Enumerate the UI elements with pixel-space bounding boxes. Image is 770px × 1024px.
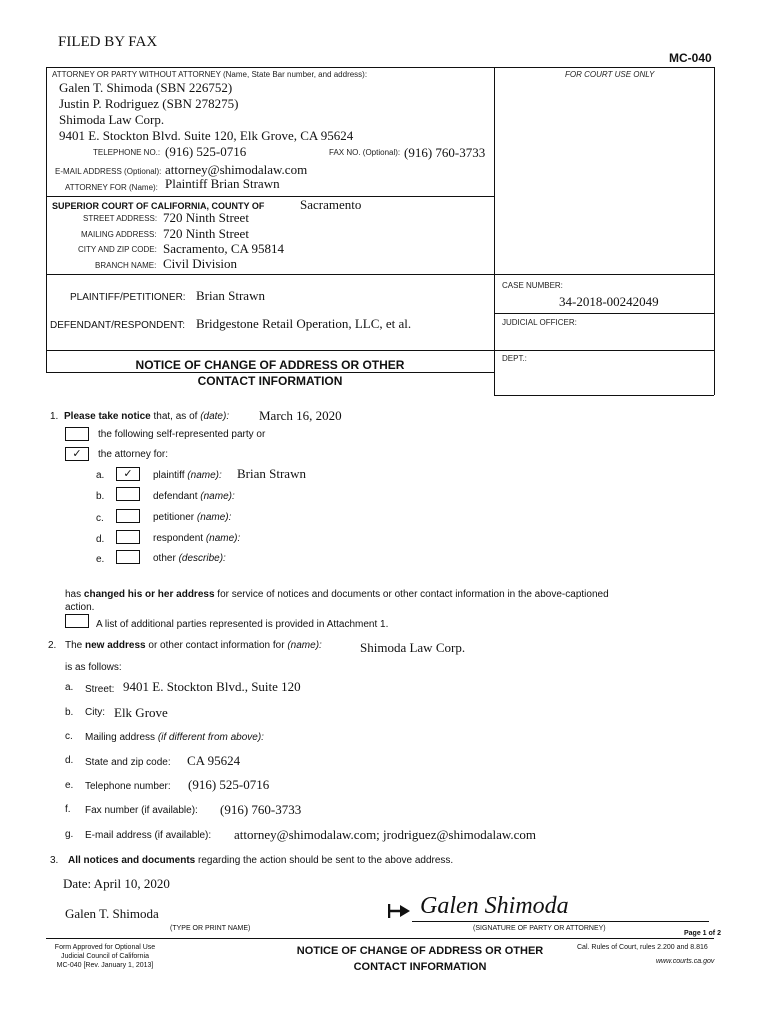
item1-c-letter: c. bbox=[96, 513, 104, 524]
other-checkbox[interactable] bbox=[116, 550, 140, 564]
arrow-icon bbox=[388, 900, 412, 920]
court-city-field[interactable]: Sacramento, CA 95814 bbox=[163, 241, 284, 256]
email-field[interactable]: attorney@shimodalaw.com bbox=[165, 162, 308, 177]
item1-date-label: (date): bbox=[200, 411, 230, 422]
printed-name-field[interactable]: Galen T. Shimoda bbox=[65, 906, 159, 921]
item2-number: 2. bbox=[48, 640, 57, 651]
respondent-option bbox=[153, 533, 240, 544]
item3-text bbox=[68, 855, 453, 866]
type-print-name-label: (TYPE OR PRINT NAME) bbox=[170, 925, 251, 932]
defendant-label: DEFENDANT/RESPONDENT: bbox=[50, 320, 186, 331]
item1-e-letter: e. bbox=[96, 554, 105, 565]
changed-line-2: action. bbox=[65, 602, 95, 613]
email-label: E-MAIL ADDRESS (Optional): bbox=[55, 167, 162, 176]
state-zip-field[interactable]: CA 95624 bbox=[187, 753, 241, 768]
footer-left bbox=[50, 943, 160, 970]
court-mailing-field[interactable]: 720 Ninth Street bbox=[163, 226, 249, 241]
plaintiff-option-hint: (name): bbox=[187, 470, 222, 481]
petitioner-option-hint: (name): bbox=[196, 512, 232, 523]
changed-pre: has bbox=[65, 589, 84, 600]
self-represented-label: the following self-represented party or bbox=[98, 429, 266, 440]
plaintiff-option-label: plaintiff bbox=[153, 470, 185, 481]
item1-a-letter: a. bbox=[96, 470, 105, 481]
mailing-label-2-text: Mailing address bbox=[85, 732, 158, 743]
footer-left-3: MC-040 [Rev. January 1, 2013] bbox=[56, 962, 154, 969]
notice-date-field[interactable]: March 16, 2020 bbox=[259, 408, 342, 423]
item2-e-letter: e. bbox=[65, 780, 74, 791]
item2-rest: or other contact information for bbox=[145, 640, 288, 651]
as-follows-label: is as follows: bbox=[65, 662, 122, 673]
court-street-field[interactable]: 720 Ninth Street bbox=[163, 210, 249, 225]
item1-b-letter: b. bbox=[96, 491, 105, 502]
item3-rest: regarding the action should be sent to the above address. bbox=[195, 855, 454, 866]
item2-f-letter: f. bbox=[65, 804, 71, 815]
new-city-field[interactable]: Elk Grove bbox=[114, 705, 168, 720]
case-number-field[interactable]: 34-2018-00242049 bbox=[559, 294, 659, 309]
respondent-option-label: respondent bbox=[153, 533, 204, 544]
item2-d-letter: d. bbox=[65, 755, 74, 766]
telephone-number-label: Telephone number: bbox=[85, 781, 171, 792]
respondent-option-hint: (name): bbox=[205, 533, 241, 544]
attorney-for-label: ATTORNEY FOR (Name): bbox=[65, 183, 158, 192]
item2-g-letter: g. bbox=[65, 829, 74, 840]
dept-label: DEPT.: bbox=[502, 354, 527, 363]
new-street-field[interactable]: 9401 E. Stockton Blvd., Suite 120 bbox=[123, 679, 301, 694]
new-address-name-field[interactable]: Shimoda Law Corp. bbox=[360, 640, 466, 655]
city-zip-label: CITY AND ZIP CODE: bbox=[78, 245, 157, 254]
title-line-2: CONTACT INFORMATION bbox=[197, 374, 343, 388]
footer-left-2: Judicial Council of California bbox=[61, 953, 149, 960]
page-number: Page 1 of 2 bbox=[684, 930, 721, 937]
item1-d-letter: d. bbox=[96, 534, 105, 545]
case-number-label: CASE NUMBER: bbox=[502, 281, 563, 290]
other-option bbox=[153, 553, 226, 564]
item2-b-letter: b. bbox=[65, 707, 74, 718]
plaintiff-label: PLAINTIFF/PETITIONER: bbox=[70, 292, 186, 303]
mailing-label-2-hint: (if different from above): bbox=[157, 732, 264, 743]
title-line-1: NOTICE OF CHANGE OF ADDRESS OR OTHER bbox=[135, 358, 405, 372]
changed-address-statement bbox=[65, 588, 715, 614]
petitioner-option-label: petitioner bbox=[153, 512, 195, 523]
item2-c-letter: c. bbox=[65, 731, 73, 742]
item3-number: 3. bbox=[50, 855, 59, 866]
footer-title-2: CONTACT INFORMATION bbox=[353, 961, 487, 973]
respondent-checkbox[interactable] bbox=[116, 530, 140, 544]
signature-image[interactable] bbox=[420, 886, 580, 926]
rules-of-court: Cal. Rules of Court, rules 2.200 and 8.816 bbox=[577, 944, 708, 951]
changed-rest: for service of notices and documents or other contact information in the above-captioned bbox=[214, 589, 609, 600]
county-field[interactable]: Sacramento bbox=[300, 197, 362, 212]
fax-field[interactable]: (916) 760-3733 bbox=[404, 145, 486, 160]
page-title bbox=[46, 357, 494, 389]
attorney-box-heading: ATTORNEY OR PARTY WITHOUT ATTORNEY (Name, State Bar number, and address): bbox=[52, 70, 368, 79]
item1-intro-rest: that, as of bbox=[150, 411, 201, 422]
defendant-option-hint: (name): bbox=[200, 491, 235, 502]
item1-intro bbox=[64, 411, 229, 422]
courts-website-link[interactable]: www.courts.ca.gov bbox=[656, 958, 715, 965]
fax-number-label: Fax number (if available): bbox=[85, 805, 198, 816]
item1-intro-bold: Please take notice bbox=[64, 411, 151, 422]
court-heading: SUPERIOR COURT OF CALIFORNIA, COUNTY OF bbox=[52, 201, 265, 211]
attorney-for-checkbox[interactable]: ✓ bbox=[65, 447, 89, 461]
other-option-label: other bbox=[153, 553, 176, 564]
footer-left-1: Form Approved for Optional Use bbox=[54, 944, 156, 951]
attorney-line-1: Galen T. Shimoda (SBN 226752) bbox=[59, 80, 233, 95]
plaintiff-name-field[interactable]: Brian Strawn bbox=[237, 466, 306, 481]
footer-title bbox=[270, 943, 570, 975]
defendant-option bbox=[153, 491, 235, 502]
new-email-field[interactable]: attorney@shimodalaw.com; jrodriguez@shimodalaw.com bbox=[234, 827, 537, 842]
attorney-line-2: Justin P. Rodriguez (SBN 278275) bbox=[59, 96, 239, 111]
signature-label: (SIGNATURE OF PARTY OR ATTORNEY) bbox=[473, 925, 606, 932]
defendant-field[interactable]: Bridgestone Retail Operation, LLC, et al. bbox=[196, 316, 412, 331]
mailing-label-2 bbox=[85, 732, 264, 743]
changed-bold: changed his or her address bbox=[83, 589, 215, 600]
court-branch-field[interactable]: Civil Division bbox=[163, 256, 238, 271]
email-address-label: E-mail address (if available): bbox=[85, 830, 212, 841]
attorney-line-4: 9401 E. Stockton Blvd. Suite 120, Elk Grove, CA 95624 bbox=[59, 128, 354, 143]
self-represented-checkbox[interactable] bbox=[65, 427, 89, 441]
petitioner-checkbox[interactable] bbox=[116, 509, 140, 523]
plaintiff-option bbox=[153, 470, 222, 481]
attachment-checkbox[interactable] bbox=[65, 614, 89, 628]
footer-title-1: NOTICE OF CHANGE OF ADDRESS OR OTHER bbox=[296, 945, 544, 957]
new-fax-field[interactable]: (916) 760-3733 bbox=[220, 802, 302, 817]
item2-name-hint: (name): bbox=[287, 640, 322, 651]
plaintiff-checkbox[interactable]: ✓ bbox=[116, 467, 140, 481]
mailing-label: MAILING ADDRESS: bbox=[81, 230, 157, 239]
fax-label: FAX NO. (Optional): bbox=[329, 148, 401, 157]
signature-script: Galen Shimoda bbox=[420, 893, 569, 919]
item2-pre: The bbox=[65, 640, 86, 651]
attorney-for-option-label: the attorney for: bbox=[98, 449, 169, 460]
state-zip-label: State and zip code: bbox=[85, 757, 171, 768]
attachment-label: A list of additional parties represented is provided in Attachment 1. bbox=[96, 619, 389, 630]
court-use-label: FOR COURT USE ONLY bbox=[565, 70, 655, 79]
defendant-option-label: defendant bbox=[153, 491, 198, 502]
filed-by-fax-stamp: FILED BY FAX bbox=[58, 34, 158, 50]
telephone-field[interactable]: (916) 525-0716 bbox=[165, 144, 247, 159]
street-label-2: Street: bbox=[85, 684, 115, 695]
form-code: MC-040 bbox=[669, 51, 712, 65]
item3-bold: All notices and documents bbox=[68, 855, 196, 866]
attorney-for-field[interactable]: Plaintiff Brian Strawn bbox=[165, 176, 280, 191]
new-telephone-field[interactable]: (916) 525-0716 bbox=[188, 777, 270, 792]
signature-date[interactable]: Date: April 10, 2020 bbox=[63, 876, 170, 891]
judicial-officer-label: JUDICIAL OFFICER: bbox=[502, 318, 577, 327]
defendant-checkbox[interactable] bbox=[116, 487, 140, 501]
item2-a-letter: a. bbox=[65, 682, 74, 693]
street-label: STREET ADDRESS: bbox=[83, 214, 158, 223]
attorney-line-3: Shimoda Law Corp. bbox=[59, 112, 165, 127]
item2-bold: new address bbox=[85, 640, 146, 651]
petitioner-option bbox=[153, 512, 231, 523]
telephone-label: TELEPHONE NO.: bbox=[93, 148, 161, 157]
plaintiff-field[interactable]: Brian Strawn bbox=[196, 288, 265, 303]
city-label-2: City: bbox=[85, 707, 105, 718]
branch-label: BRANCH NAME: bbox=[95, 261, 157, 270]
item1-number: 1. bbox=[50, 411, 59, 422]
other-option-hint: (describe): bbox=[178, 553, 226, 564]
item2-intro bbox=[65, 640, 322, 651]
